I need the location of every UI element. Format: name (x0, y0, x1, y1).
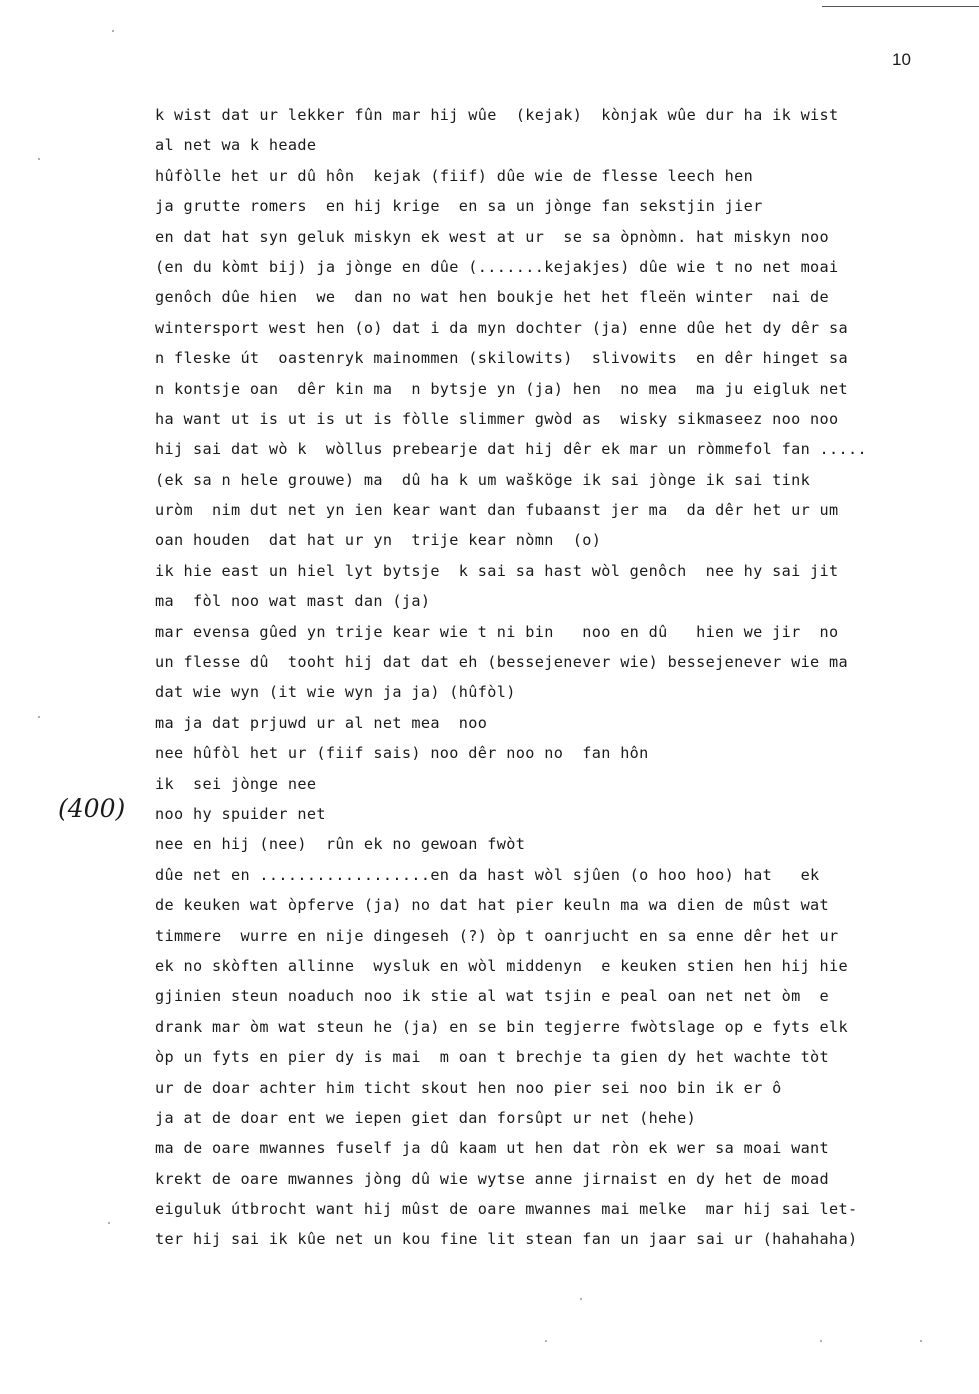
transcript-line: ur de doar achter him ticht skout hen noo pier sei noo bin ik er ô (155, 1078, 782, 1097)
transcript-line: al net wa k heade (155, 136, 317, 155)
scan-speck (38, 158, 40, 160)
scan-speck (820, 1340, 822, 1342)
transcript-line: ha want ut is ut is ut is fòlle slimmer gwòd as wisky sikmaseez noo noo (155, 409, 839, 428)
transcript-line: oan houden dat hat ur yn trije kear nòmn (o) (155, 531, 602, 550)
transcript-line: ik sei jònge nee (155, 774, 317, 793)
transcript-line: hûfòlle het ur dû hôn kejak (fiif) dûe wie de flesse leech hen (155, 166, 754, 185)
transcript-line: mar evensa gûed yn trije kear wie t ni bin noo en dû hien we jir no (155, 622, 839, 641)
transcript-line: wintersport west hen (o) dat i da myn dochter (ja) enne dûe het dy dêr sa (155, 318, 849, 337)
transcript-line: de keuken wat òpferve (ja) no dat hat pier keuln ma wa dien de mûst wat (155, 896, 830, 915)
transcript-line: hij sai dat wò k wòllus prebearje dat hij dêr ek mar un ròmmefol fan ..... (155, 440, 868, 459)
transcript-line: ter hij sai ik kûe net un kou fine lit stean fan un jaar sai ur (hahahaha) (155, 1230, 858, 1249)
transcript-line: n fleske út oastenryk mainommen (skilowits) slivowits en dêr hinget sa (155, 349, 849, 368)
transcript-body (155, 100, 945, 1255)
scan-speck (580, 1298, 582, 1300)
transcript-line: (ek sa n hele grouwe) ma dû ha k um wašköge ik sai jònge ik sai tink (155, 470, 811, 489)
transcript-line: gjinien steun noaduch noo ik stie al wat tsjin e peal oan net net òm e (155, 987, 830, 1006)
scan-speck (108, 1222, 110, 1224)
transcript-line: ma ja dat prjuwd ur al net mea noo (155, 713, 488, 732)
transcript-line: nee en hij (nee) rûn ek no gewoan fwòt (155, 835, 526, 854)
transcript-line: en dat hat syn geluk miskyn ek west at ur se sa òpnòmn. hat miskyn noo (155, 227, 830, 246)
scan-speck (545, 1340, 547, 1342)
page-number: 10 (892, 50, 911, 69)
top-rule (822, 6, 979, 7)
transcript-line: k wist dat ur lekker fûn mar hij wûe (kejak) kònjak wûe dur ha ik wist (155, 106, 839, 124)
transcript-line: noo hy spuider net (155, 804, 326, 823)
scan-speck (920, 1340, 922, 1342)
transcript-line: uròm nim dut net yn ien kear want dan fubaanst jer ma da dêr het ur um (155, 501, 839, 520)
transcript-line: òp un fyts en pier dy is mai m oan t brechje ta gien dy het wachte tòt (155, 1048, 830, 1067)
transcript-line: nee hûfòl het ur (fiif sais) noo dêr noo no fan hôn (155, 744, 649, 763)
transcript-line: ja at de doar ent we iepen giet dan forsûpt ur net (hehe) (155, 1108, 697, 1127)
transcript-line: n kontsje oan dêr kin ma n bytsje yn (ja) hen no mea ma ju eigluk net (155, 379, 849, 398)
transcript-line: timmere wurre en nije dingeseh (?) òp t oanrjucht en sa enne dêr het ur (155, 926, 839, 945)
scan-speck (112, 30, 114, 32)
transcript-line: un flesse dû tooht hij dat dat eh (bessejenever wie) bessejenever wie ma (155, 653, 849, 672)
transcript-line: ma fòl noo wat mast dan (ja) (155, 592, 431, 611)
transcript-line: drank mar òm wat steun he (ja) en se bin tegjerre fwòtslage op e fyts elk (155, 1017, 849, 1036)
margin-note: (400) (58, 794, 126, 823)
transcript-line: (en du kòmt bij) ja jònge en dûe (.......kejakjes) dûe wie t no net moai (155, 257, 839, 276)
transcript-line: dat wie wyn (it wie wyn ja ja) (hûfòl) (155, 683, 516, 702)
transcript-line: krekt de oare mwannes jòng dû wie wytse anne jirnaist en dy het de moad (155, 1169, 830, 1188)
transcript-line: ek no skòften allinne wysluk en wòl middenyn e keuken stien hen hij hie (155, 956, 849, 975)
transcript-line: eiguluk útbrocht want hij mûst de oare mwannes mai melke mar hij sai let- (155, 1200, 858, 1219)
transcript-line: dûe net en ..................en da hast wòl sjûen (o hoo hoo) hat ek (155, 865, 820, 884)
transcript-line: genôch dûe hien we dan no wat hen boukje het het fleën winter nai de (155, 288, 830, 307)
transcript-line: ik hie east un hiel lyt bytsje k sai sa hast wòl genôch nee hy sai jit (155, 561, 839, 580)
transcript-line: ma de oare mwannes fuself ja dû kaam ut hen dat ròn ek wer sa moai want (155, 1139, 830, 1158)
transcript-line: ja grutte romers en hij krige en sa un jònge fan sekstjin jier (155, 197, 763, 216)
scan-speck (38, 716, 40, 718)
